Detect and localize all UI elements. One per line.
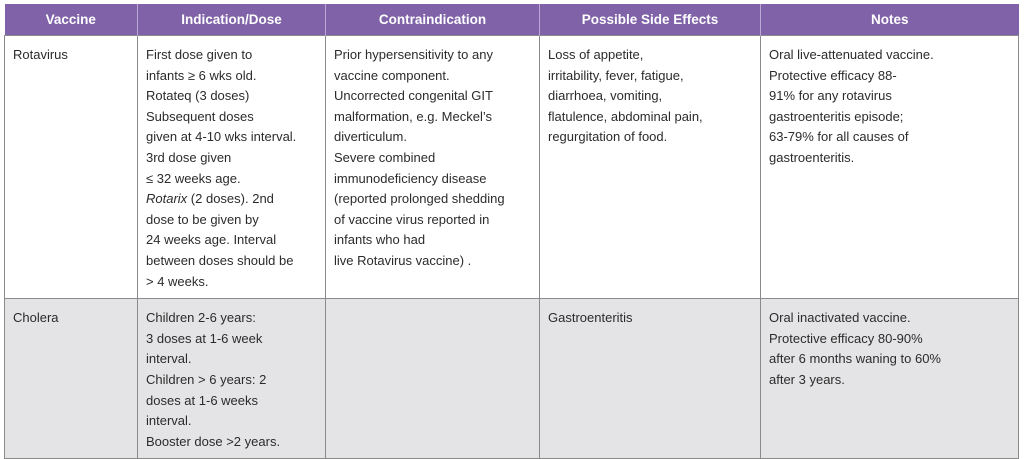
text-line: Gastroenteritis (548, 310, 633, 326)
text-line: irritability, fever, fatigue, (548, 67, 684, 83)
text-line: 3rd dose given (146, 149, 232, 165)
text-line: Children 2-6 years: (146, 310, 256, 326)
header-indication-dose: Indication/Dose (138, 4, 326, 36)
header-row (5, 4, 1019, 36)
text-line: between doses should be (146, 252, 294, 268)
text-line: vaccine component. (334, 67, 450, 83)
text-line: diarrhoea, vomiting, (548, 88, 663, 104)
cell-notes-cholera (761, 299, 1019, 459)
text-line: after 6 months waning to 60% (769, 351, 941, 367)
vaccine-name: Rotavirus (13, 47, 68, 62)
table-row-cholera (5, 299, 1019, 459)
header-side-effects: Possible Side Effects (540, 4, 761, 36)
header-notes: Notes (761, 4, 1019, 36)
text-line: (reported prolonged shedding (334, 191, 505, 207)
text-line: flatulence, abdominal pain, (548, 108, 703, 124)
text-line: 3 doses at 1-6 week (146, 330, 263, 346)
cell-side-effects-cholera (540, 299, 761, 459)
text-line: gastroenteritis episode; (769, 108, 904, 124)
vaccine-table (4, 4, 1019, 459)
text-line: of vaccine virus reported in (334, 211, 490, 227)
text-line: 91% for any rotavirus (769, 88, 892, 104)
cell-contraindication-rotavirus (326, 36, 540, 299)
text-line: regurgitation of food. (548, 129, 668, 145)
text-line: Protective efficacy 80-90% (769, 330, 923, 346)
text-line: given at 4-10 wks interval. (146, 129, 297, 145)
text-line: Subsequent doses (146, 108, 254, 124)
text-line: Oral live-attenuated vaccine. (769, 47, 934, 62)
text-line: Protective efficacy 88- (769, 67, 897, 83)
vaccine-name: Cholera (13, 310, 59, 326)
text-line: Oral inactivated vaccine. (769, 310, 911, 326)
text-fragment: (2 doses). 2nd (187, 191, 274, 207)
text-line: diverticulum. (334, 129, 407, 145)
text-line: ≤ 32 weeks age. (146, 170, 241, 186)
text-line: live Rotavirus vaccine) . (334, 252, 472, 268)
cell-side-effects-rotavirus (540, 36, 761, 299)
text-line: dose to be given by (146, 211, 259, 227)
text-line: Rotateq (3 doses) (146, 88, 250, 104)
text-line: malformation, e.g. Meckel’s (334, 108, 492, 124)
text-line: Booster dose >2 years. (146, 433, 281, 449)
text-line: Uncorrected congenital GIT (334, 88, 493, 104)
text-line: Severe combined (334, 149, 436, 165)
text-line: Children > 6 years: 2 (146, 371, 267, 387)
text-line: Prior hypersensitivity to any (334, 47, 493, 62)
rotarix-name: Rotarix (146, 191, 188, 207)
cell-indication-cholera (138, 299, 326, 459)
text-line: 24 weeks age. Interval (146, 232, 277, 248)
text-line: doses at 1-6 weeks (146, 392, 259, 408)
text-line: infants who had (334, 232, 426, 248)
table-row-rotavirus (5, 36, 1019, 299)
text-line: First dose given to (146, 47, 253, 62)
text-line: 63-79% for all causes of (769, 129, 909, 145)
cell-notes-rotavirus (761, 36, 1019, 299)
text-line: immunodeficiency disease (334, 170, 487, 186)
cell-contraindication-cholera (326, 299, 540, 459)
cell-indication-rotavirus (138, 36, 326, 299)
text-line (146, 189, 317, 210)
header-vaccine: Vaccine (5, 4, 138, 36)
text-line: after 3 years. (769, 371, 845, 387)
text-line: gastroenteritis. (769, 149, 855, 165)
text-line: > 4 weeks. (146, 273, 209, 289)
header-contraindication: Contraindication (326, 4, 540, 36)
text-line: interval. (146, 413, 192, 429)
text-line: interval. (146, 351, 192, 367)
cell-vaccine-rotavirus (5, 36, 138, 299)
text-line: infants ≥ 6 wks old. (146, 67, 257, 83)
cell-vaccine-cholera (5, 299, 138, 459)
text-line: Loss of appetite, (548, 47, 644, 62)
